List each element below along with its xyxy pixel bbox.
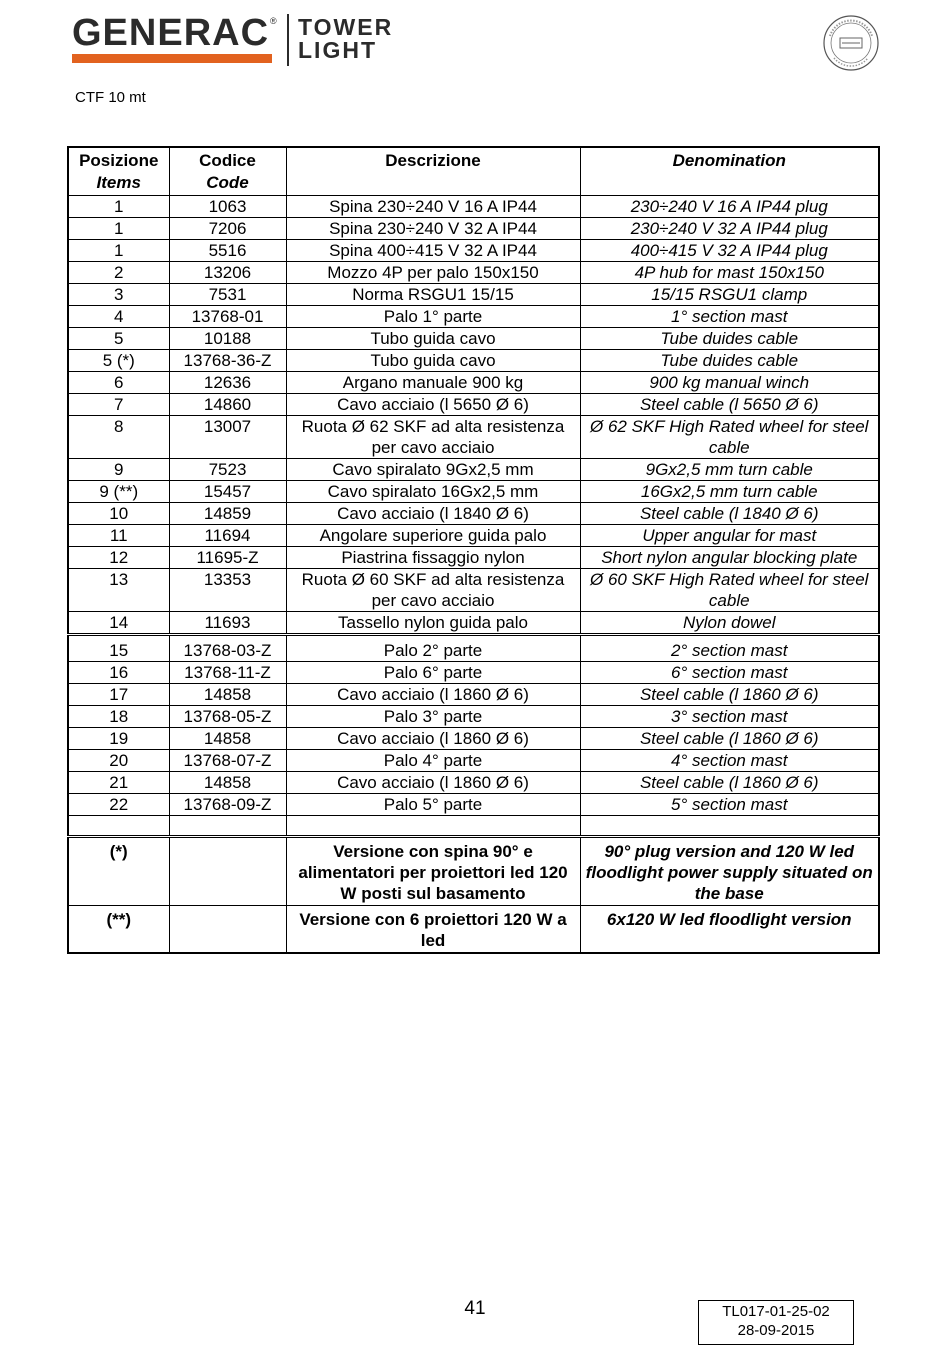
header-position-it: Posizione: [79, 151, 159, 170]
cell-description-en: 4P hub for mast 150x150: [580, 262, 879, 284]
table-row: [68, 394, 879, 416]
cell-position: 4: [68, 306, 169, 328]
cell-description-it: Angolare superiore guida palo: [286, 525, 580, 547]
cell-code: 13768-36-Z: [169, 350, 286, 372]
cell-description-en: Steel cable (l 1860 Ø 6): [580, 728, 879, 750]
table-header-row: [68, 147, 879, 196]
parts-table: [67, 146, 880, 954]
cell-code: 11694: [169, 525, 286, 547]
table-row: [68, 684, 879, 706]
cell-position: 1: [68, 196, 169, 218]
brand-underline-bar: [72, 54, 272, 63]
cell-code: 14859: [169, 503, 286, 525]
cell-description-en: 6° section mast: [580, 662, 879, 684]
cell-description-en: 3° section mast: [580, 706, 879, 728]
cell-position: 11: [68, 525, 169, 547]
cell-description-en: Steel cable (l 1860 Ø 6): [580, 684, 879, 706]
cell-description-en: Upper angular for mast: [580, 525, 879, 547]
cell-description-it: Palo 5° parte: [286, 794, 580, 816]
cell-code: 13768-07-Z: [169, 750, 286, 772]
cell-description-en: Steel cable (l 5650 Ø 6): [580, 394, 879, 416]
cell-description-it: Spina 230÷240 V 16 A IP44: [286, 196, 580, 218]
header-code-it: Codice: [199, 151, 256, 170]
cell-code: 7523: [169, 459, 286, 481]
table-row: [68, 794, 879, 816]
table-row: [68, 569, 879, 612]
table-row: [68, 262, 879, 284]
cell-position: 7: [68, 394, 169, 416]
cell-description-en: 4° section mast: [580, 750, 879, 772]
cell-position: 18: [68, 706, 169, 728]
note-description-it: Versione con 6 proiettori 120 W a led: [286, 906, 580, 954]
cell-description-it: Cavo acciaio (l 5650 Ø 6): [286, 394, 580, 416]
document-reference-box: [698, 1300, 854, 1345]
cell-description-en: Nylon dowel: [580, 612, 879, 635]
cell-description-it: Mozzo 4P per palo 150x150: [286, 262, 580, 284]
cell-description-it: Piastrina fissaggio nylon: [286, 547, 580, 569]
table-row: [68, 772, 879, 794]
cell-description-it: Cavo acciaio (l 1860 Ø 6): [286, 684, 580, 706]
table-row: [68, 416, 879, 459]
table-row: [68, 196, 879, 218]
note-code-empty: [169, 906, 286, 954]
cell-description-en: 2° section mast: [580, 635, 879, 662]
cell-code: 13206: [169, 262, 286, 284]
cell-code: 13353: [169, 569, 286, 612]
note-mark: (**): [68, 906, 169, 954]
table-note-row: [68, 906, 879, 954]
cell-description-en: 16Gx2,5 mm turn cable: [580, 481, 879, 503]
cell-code: 11693: [169, 612, 286, 635]
cell-description-en: Steel cable (l 1840 Ø 6): [580, 503, 879, 525]
cell-code: 14860: [169, 394, 286, 416]
note-code-empty: [169, 837, 286, 906]
cell-position: 12: [68, 547, 169, 569]
header-description-en: Denomination: [580, 147, 879, 196]
cell-code: 13768-01: [169, 306, 286, 328]
cell-description-en: 230÷240 V 16 A IP44 plug: [580, 196, 879, 218]
product-line-1: TOWER: [298, 14, 394, 40]
cell-position: 10: [68, 503, 169, 525]
cell-code: 7206: [169, 218, 286, 240]
note-description-it: Versione con spina 90° e alimentatori per proiettori led 120 W posti sul basamento: [286, 837, 580, 906]
cell-code: 13768-03-Z: [169, 635, 286, 662]
header-position: [68, 147, 169, 196]
header-code: [169, 147, 286, 196]
table-row: [68, 459, 879, 481]
document-code: TL017-01-25-02: [722, 1303, 830, 1320]
table-row: [68, 284, 879, 306]
cell-empty: [286, 816, 580, 837]
table-row: [68, 525, 879, 547]
table-row: [68, 240, 879, 262]
cell-empty: [580, 816, 879, 837]
cell-description-en: Short nylon angular blocking plate: [580, 547, 879, 569]
cell-description-it: Ruota Ø 60 SKF ad alta resistenza per cavo acciaio: [286, 569, 580, 612]
table-row: [68, 662, 879, 684]
table-row: [68, 706, 879, 728]
cell-code: 15457: [169, 481, 286, 503]
cell-code: 14858: [169, 728, 286, 750]
table-row: [68, 306, 879, 328]
cell-description-en: 900 kg manual winch: [580, 372, 879, 394]
table-row: [68, 218, 879, 240]
table-row: [68, 372, 879, 394]
table-row: [68, 612, 879, 635]
seal-icon: [822, 14, 880, 72]
model-name: CTF 10 mt: [75, 89, 146, 106]
note-description-en: 6x120 W led floodlight version: [580, 906, 879, 954]
product-line: [298, 16, 393, 62]
note-mark: (*): [68, 837, 169, 906]
cell-description-it: Tubo guida cavo: [286, 350, 580, 372]
table-row: [68, 635, 879, 662]
brand-name: GENERAC: [72, 12, 270, 54]
table-row: [68, 503, 879, 525]
cell-description-it: Tassello nylon guida palo: [286, 612, 580, 635]
cell-description-it: Norma RSGU1 15/15: [286, 284, 580, 306]
cell-code: 10188: [169, 328, 286, 350]
page-number: 41: [464, 1298, 486, 1319]
cell-position: 5 (*): [68, 350, 169, 372]
header-position-en: Items: [96, 173, 141, 192]
cell-code: 12636: [169, 372, 286, 394]
cell-code: 14858: [169, 772, 286, 794]
cell-code: 14858: [169, 684, 286, 706]
cell-empty: [169, 816, 286, 837]
cell-description-it: Palo 3° parte: [286, 706, 580, 728]
cell-description-it: Spina 230÷240 V 32 A IP44: [286, 218, 580, 240]
cell-code: 13768-05-Z: [169, 706, 286, 728]
cell-description-en: 15/15 RSGU1 clamp: [580, 284, 879, 306]
table-row: [68, 350, 879, 372]
cell-position: 3: [68, 284, 169, 306]
cell-description-en: 5° section mast: [580, 794, 879, 816]
cell-code: 1063: [169, 196, 286, 218]
cell-description-en: Ø 60 SKF High Rated wheel for steel cable: [580, 569, 879, 612]
cell-description-en: 9Gx2,5 mm turn cable: [580, 459, 879, 481]
cell-position: 6: [68, 372, 169, 394]
cell-description-it: Cavo acciaio (l 1840 Ø 6): [286, 503, 580, 525]
cell-description-en: Tube duides cable: [580, 350, 879, 372]
cell-position: 21: [68, 772, 169, 794]
product-line-2: LIGHT: [298, 37, 377, 63]
cell-description-it: Spina 400÷415 V 32 A IP44: [286, 240, 580, 262]
cell-position: 1: [68, 240, 169, 262]
table-row: [68, 328, 879, 350]
cell-description-it: Cavo acciaio (l 1860 Ø 6): [286, 772, 580, 794]
registered-mark: ®: [270, 16, 277, 26]
cell-position: 17: [68, 684, 169, 706]
cell-description-en: 1° section mast: [580, 306, 879, 328]
cell-description-it: Palo 2° parte: [286, 635, 580, 662]
table-row: [68, 547, 879, 569]
table-row-empty: [68, 816, 879, 837]
cell-description-it: Palo 1° parte: [286, 306, 580, 328]
cell-position: 5: [68, 328, 169, 350]
cell-description-it: Palo 6° parte: [286, 662, 580, 684]
cell-position: 14: [68, 612, 169, 635]
cell-description-it: Argano manuale 900 kg: [286, 372, 580, 394]
document-date: 28-09-2015: [737, 1322, 815, 1339]
cell-code: 13768-09-Z: [169, 794, 286, 816]
cell-description-en: 400÷415 V 32 A IP44 plug: [580, 240, 879, 262]
cell-description-it: Palo 4° parte: [286, 750, 580, 772]
cell-position: 1: [68, 218, 169, 240]
cell-description-it: Ruota Ø 62 SKF ad alta resistenza per cavo acciaio: [286, 416, 580, 459]
cell-description-it: Cavo acciaio (l 1860 Ø 6): [286, 728, 580, 750]
cell-position: 19: [68, 728, 169, 750]
cell-description-it: Cavo spiralato 9Gx2,5 mm: [286, 459, 580, 481]
logo-divider: [287, 14, 289, 66]
cell-empty: [68, 816, 169, 837]
cell-code: 11695-Z: [169, 547, 286, 569]
cell-code: 13007: [169, 416, 286, 459]
parts-table-body: [68, 196, 879, 954]
table-row: [68, 750, 879, 772]
cell-code: 13768-11-Z: [169, 662, 286, 684]
cell-position: 13: [68, 569, 169, 612]
cell-code: 7531: [169, 284, 286, 306]
cell-position: 20: [68, 750, 169, 772]
table-row: [68, 481, 879, 503]
header-code-en: Code: [206, 173, 249, 192]
cell-position: 15: [68, 635, 169, 662]
cell-description-en: Steel cable (l 1860 Ø 6): [580, 772, 879, 794]
table-note-row: [68, 837, 879, 906]
cell-position: 22: [68, 794, 169, 816]
cell-position: 2: [68, 262, 169, 284]
table-row: [68, 728, 879, 750]
cell-position: 9 (**): [68, 481, 169, 503]
cell-code: 5516: [169, 240, 286, 262]
header-description-it: Descrizione: [286, 147, 580, 196]
cell-description-it: Cavo spiralato 16Gx2,5 mm: [286, 481, 580, 503]
cell-position: 8: [68, 416, 169, 459]
note-description-en: 90° plug version and 120 W led floodlight power supply situated on the base: [580, 837, 879, 906]
cell-description-it: Tubo guida cavo: [286, 328, 580, 350]
cell-position: 16: [68, 662, 169, 684]
cell-description-en: 230÷240 V 32 A IP44 plug: [580, 218, 879, 240]
cell-description-en: Ø 62 SKF High Rated wheel for steel cable: [580, 416, 879, 459]
cell-position: 9: [68, 459, 169, 481]
cell-description-en: Tube duides cable: [580, 328, 879, 350]
